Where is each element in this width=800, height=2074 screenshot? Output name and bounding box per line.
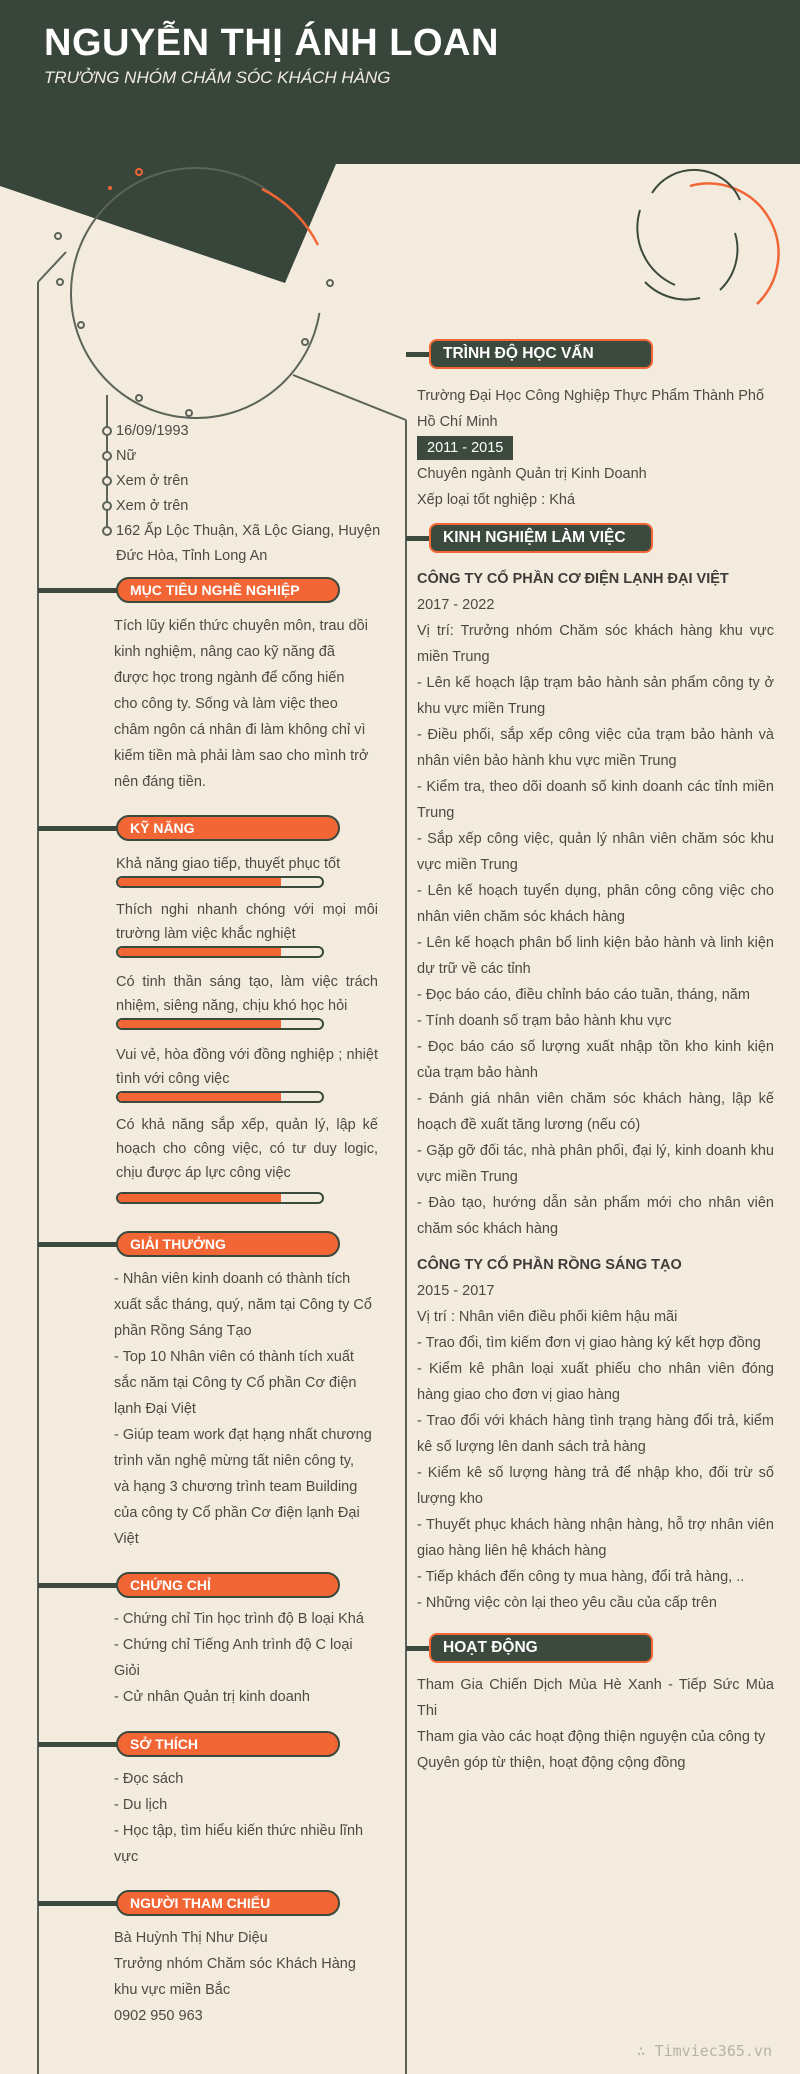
section-connector — [38, 1742, 118, 1747]
address-line-2: Đức Hòa, Tỉnh Long An — [116, 548, 268, 564]
skill-item: Vui vẻ, hòa đồng với đồng nghiệp ; nhiệt tình với công việc — [116, 1047, 378, 1087]
experience-heading: KINH NGHIỆM LÀM VIỆC — [429, 523, 653, 553]
school-name: Trường Đại Học Công Nghiệp Thực Phẩm Thành Phố Hồ Chí Minh — [417, 388, 765, 430]
certificates-text: - Chứng chỉ Tin học trình độ B loại Khá - Chứng chỉ Tiếng Anh trình độ C loại Giỏi - Cử nhân Quản trị kinh doanh — [114, 1611, 364, 1705]
objective-heading: MỤC TIÊU NGHỀ NGHIỆP — [116, 577, 340, 603]
skill-item: Thích nghi nhanh chóng với mọi môi trường làm việc khắc nghiệt — [116, 902, 378, 942]
reference-text: Bà Huỳnh Thị Như Diệu Trưởng nhóm Chăm sóc Khách Hàng khu vực miền Bắc 0902 950 963 — [114, 1930, 356, 2024]
section-connector — [38, 826, 118, 831]
gender: Nữ — [116, 448, 137, 464]
company-name: CÔNG TY CỔ PHẦN RỒNG SÁNG TẠO — [417, 1257, 682, 1273]
skill-item: Khả năng giao tiếp, thuyết phục tốt — [116, 856, 341, 872]
email: Xem ở trên — [116, 498, 189, 514]
candidate-name: NGUYỄN THỊ ÁNH LOAN — [44, 22, 499, 64]
section-connector — [38, 1242, 118, 1247]
major: Chuyên ngành Quản trị Kinh Doanh — [417, 466, 647, 482]
section-connector — [38, 1583, 118, 1588]
phone: Xem ở trên — [116, 473, 189, 489]
certificates-heading: CHỨNG CHỈ — [116, 1572, 340, 1598]
watermark: ∴ Timviec365.vn — [636, 2042, 772, 2060]
job-period: 2015 - 2017 — [417, 1283, 495, 1299]
section-connector — [38, 1901, 118, 1906]
skill-bar — [116, 946, 324, 958]
skill-item: Có tinh thần sáng tạo, làm việc trách nhiệm, siêng năng, chịu khó học hỏi — [116, 974, 378, 1014]
awards-text: - Nhân viên kinh doanh có thành tích xuất sắc tháng, quý, năm tại Công ty Cổ phần Rồng Sáng Tạo - Top 10 Nhân viên có thành tích xuất sắc năm tại Công ty Cổ phần Cơ điện lạnh Đại Việt - Giúp team work đạt hạng nhất chương trình văn nghệ mừng tất niên công ty, và hạng 3 chương trình team Building của công ty Cổ phần Cơ điện lạnh Đại Việt — [114, 1271, 372, 1547]
job-period: 2017 - 2022 — [417, 597, 495, 613]
hobbies-heading: SỞ THÍCH — [116, 1731, 340, 1757]
awards-heading: GIẢI THƯỞNG — [116, 1231, 340, 1257]
skill-bar — [116, 1192, 324, 1204]
grade: Xếp loại tốt nghiệp : Khá — [417, 492, 576, 508]
skill-bar — [116, 1091, 324, 1103]
objective-text: Tích lũy kiến thức chuyên môn, trau dồi kinh nghiệm, nâng cao kỹ năng đã được học trong ngành để cống hiến cho công ty. Sống và làm việc theo châm ngôn cá nhân đi làm không chỉ vì kiếm tiền mà phải làm sao cho mình trở nên đáng tiền. — [114, 618, 369, 790]
activities-text: Tham Gia Chiến Dịch Mùa Hè Xanh - Tiếp Sức Mùa Thi Tham gia vào các hoạt động thiện nguyện của công ty Quyên góp từ thiện, hoạt động cộng đồng — [417, 1677, 774, 1771]
skills-heading: KỸ NĂNG — [116, 815, 340, 841]
skill-item: Có khả năng sắp xếp, quản lý, lập kế hoạch cho công việc, có tư duy logic, chịu được áp lực công việc — [116, 1117, 378, 1181]
job-1: CÔNG TY CỔ PHẦN CƠ ĐIỆN LẠNH ĐẠI VIỆT 2017 - 2022 Vị trí: Trưởng nhóm Chăm sóc khách hàng khu vực miền Trung - Lên kế hoạch lập trạm bảo hành sản phẩm công ty ở khu vực miền Trung - Điều phối, sắp xếp công việc của trạm bảo hành và nhân viên bảo hành khu vực miền Trung - Kiểm tra, theo dõi doanh số kinh doanh các tỉnh miền Trung - Sắp xếp công việc, quản lý nhân viên chăm sóc khu vực miền Trung - Lên kế hoạch tuyển dụng, phân công công việc cho nhân viên chăm sóc khách hàng - Lên kế hoạch phân bổ linh kiện bảo hành và linh kiện dự trữ về các tỉnh - Đọc báo cáo, điều chỉnh báo cáo tuần, tháng, năm - Tính doanh số trạm bảo hành khu vực - Đọc báo cáo số lượng xuất nhập tồn kho kinh kiện của trạm bảo hành - Đánh giá nhân viên chăm sóc khách hàng, lập kế hoạch đề xuất tăng lương (nếu có) - Gặp gỡ đối tác, nhà phân phối, đại lý, kinh doanh khu vực miền Trung - Đào tạo, hướng dẫn sản phẩm mới cho nhân viên chăm sóc khách hàng — [417, 566, 774, 1242]
activities-heading: HOẠT ĐỘNG — [429, 1633, 653, 1663]
reference-heading: NGƯỜI THAM CHIẾU — [116, 1890, 340, 1916]
job-2: CÔNG TY CỔ PHẦN RỒNG SÁNG TẠO 2015 - 2017 Vị trí : Nhân viên điều phối kiêm hậu mãi - Trao đổi, tìm kiếm đơn vị giao hàng ký kết hợp đồng - Kiểm kê phân loại xuất phiếu cho nhân viên đóng hàng giao cho đơn vị giao hàng - Trao đổi với khách hàng tình trạng hàng đổi trả, kiểm kê số lượng lên danh sách trả hàng - Kiểm kê số lượng hàng trả để nhập kho, đối trừ số lượng kho - Thuyết phục khách hàng nhận hàng, hỗ trợ nhân viên giao hàng liên hệ khách hàng - Tiếp khách đến công ty mua hàng, đổi trả hàng, .. - Những việc còn lại theo yêu cầu của cấp trên — [417, 1252, 774, 1616]
address-line-1: 162 Ấp Lộc Thuận, Xã Lộc Giang, Huyện — [116, 523, 381, 539]
education-years: 2011 - 2015 — [417, 436, 513, 460]
skill-bar — [116, 1018, 324, 1030]
hobbies-text: - Đọc sách - Du lịch - Học tập, tìm hiểu kiến thức nhiều lĩnh vực — [114, 1771, 364, 1865]
skill-bar — [116, 876, 324, 888]
section-connector — [38, 588, 118, 593]
company-name: CÔNG TY CỔ PHẦN CƠ ĐIỆN LẠNH ĐẠI VIỆT — [417, 571, 729, 587]
job-title: TRƯỞNG NHÓM CHĂM SÓC KHÁCH HÀNG — [44, 68, 391, 87]
birth-date: 16/09/1993 — [116, 423, 189, 439]
education-block — [417, 383, 774, 513]
education-heading: TRÌNH ĐỘ HỌC VẤN — [429, 339, 653, 369]
avatar-ring — [71, 168, 321, 418]
